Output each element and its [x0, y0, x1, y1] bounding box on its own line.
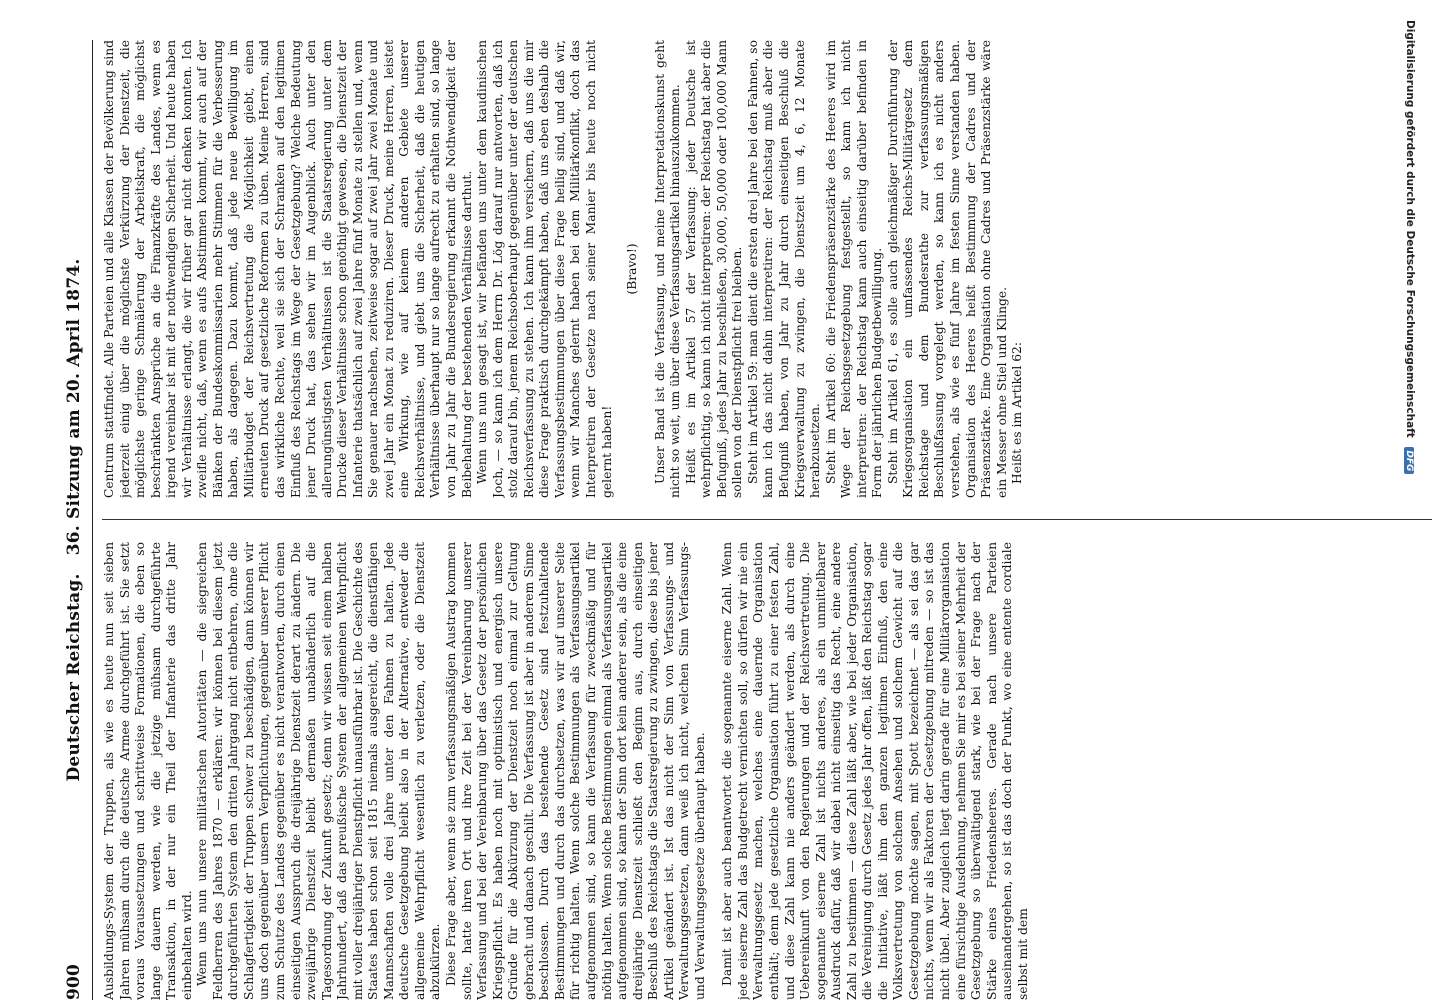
running-title [64, 40, 84, 1000]
text-columns [102, 40, 1432, 1000]
paragraph: Heißt es im Artikel 57 der Verfassung: jeder Deutsche ist wehrpflichtig, so kann ich nicht interpretiren: der Reichstag hat aber die Befugniß, jedes Jahr zu beschließen, 30,000, 50,000 oder 100,000 Mann sollen von der Dienstpflicht frei bleiben. [683, 40, 745, 498]
page-number: 900 [64, 963, 84, 1000]
paragraph: Ausbildungs-System der Truppen, als wie es heute nun seit sieben Jahren mühsam durch die deutsche Armee durchgeführt ist. Sie setzt voraus Voraussetzungen und schrittweise Formationen, die eben so lange dauern werden, wie die jetzige mühsam durchgeführte Transaktion, in der nur ein Theil der Infanterie das dritte Jahr einbehalten wird. [102, 542, 194, 1000]
journal-title: Deutscher Reichstag. [64, 573, 84, 782]
column-divider [102, 519, 1432, 520]
paragraph: Steht im Artikel 61, es solle auch gleichmäßiger Durchführung der Kriegsorganisation ein umfassendes Reichs-Militärgesetz dem Reichstage und dem Bundesrathe zur verfassungsmäßigen Beschlußfassung vorgelegt werden, so kann ich es nicht anders verstehen, als wie es fünf Jahre im festen Sinne verstanden haben. Organisation des Heeres heißt Bestimmung der Cadres und der Präsenzstärke. Eine Organisation ohne Cadres und Präsenzstärke wäre ein Messer ohne Stiel und Klinge. [885, 40, 1009, 498]
paragraph: Unser Band ist die Verfassung, und meine Interpretationskunst geht nicht so weit, um über diese Verfassungsartikel hinauszukommen. [652, 40, 683, 498]
paragraph: Diese Frage aber, wenn sie zum verfassungsmäßigen Austrag kommen sollte, hatte ihren Ort und ihre Zeit bei der Vereinbarung unserer Verfassung und bei der Vereinbarung über das Gesetz der persönlichen Kriegspflicht. Es haben noch mit optimistisch und energisch unsere Gründe für die Abkürzung der Dienstzeit noch einmal zur Geltung gebracht und danach geschilt. Die Verfassung ist aber in anderem Sinne beschlossen. Durch das bestehende Gesetz sind festzuhaltende Bestimmungen und durch das durchsetzen, was wir auf unserer Seite für richtig halten. Wenn solche Bestimmungen als Verfassungsartikel aufgenommen sind, so kann die Verfassung für zweckmäßig und für nöthig halten. Wenn solche Bestimmungen einmal als Verfassungsartikel aufgenommen sind, so kann der Sinn dort kein anderer sein, als die eine dreijährige Dienstzeit schließt den Beginn aus, durch einseitigen Beschluß des Reichstags die Staatsregierung zu zwingen, diese bis jener Artikel geändert ist. Ist das nicht der Sinn von Verfassungs- und Verwaltungsgesetzen, dann weiß ich nicht, welchen Sinn Verfassungs- und Verwaltungsgesetze überhaupt haben. [444, 542, 707, 1000]
paragraph: Centrum stattfindet. Alle Parteien und alle Klassen der Bevölkerung sind jederzeit einig über die möglichste Verkürzung der Dienstzeit, die möglichste geringe Schmälerung der Arbeitskraft, die möglichst beschränkten Ansprüche an die Finanzkräfte des Landes, wenn es irgend vereinbar ist mit der nothwendigen Sicherheit. Und heute haben wir Verhältnisse erlangt, die wir früher gar nicht denken konnten. Ich zweifle nicht, daß, wenn es aufs Abstimmen kommt, wir auch auf der Bänken der Bundeskommissarien mehr Stimmen für die Verbesserung haben, als dagegen. Dazu kommt, daß jede neue Bewilligung im Militärbudget der Reichsvertretung die Möglichkeit giebt, einen erneuten Druck auf gesetzliche Reformen zu üben. Meine Herren, sind das wirkliche Rechte, weil sie sich der Schranken auf den legitimen Einfluß des Reichstags im Wege der Gesetzgebung? Welche Bedeutung jener Druck hat, das sehen wir im Augenblick. Auch unter den allerungünstigsten Verhältnissen ist die Staatsregierung unter dem Drucke dieser Verhältnisse schon genöthigt gewesen, die Dienstzeit der Infanterie thatsächlich auf zwei Jahre fünf Monate zu stellen und, wenn Sie genauer nachsehen, zeitweise sogar auf zwei Jahr zwei Monate und zwei Jahr ein Monat zu reduziren. Dieser Druck, meine Herren, leistet eine Wirkung, wie auf keinem anderen Gebiete unserer Reichsverhältnisse, und giebt uns die Sicherheit, daß die heutigen Verhältnisse überhaupt nur so lange aufrecht zu erhalten sind, so lange von Jahr zu Jahr die Bundesregierung erkannt die Nothwendigkeit der Beibehaltung der bestehenden Verhältnisse darthut. [102, 40, 474, 498]
paragraph: Damit ist aber auch beantwortet die sogenannte eiserne Zahl. Wenn jede eiserne Zahl das Budgetrecht vernichten soll, so dürfen wir nie ein Verwaltungsgesetz machen, welches eine dauernde Organisation enthält; denn jede gesetzliche Organisation führt zu einer festen Zahl, und diese Zahl kann nie anders geändert werden, als durch eine Uebereinkunft von den Regierungen und der Reichsvertretung. Die sogenannte eiserne Zahl ist nichts anderes, als ein unmittelbarer Ausdruck dafür, daß wir dabei nicht einseitig das Recht, eine andere Zahl zu bestimmen — diese Zahl läßt aber, wie bei jeder Organisation, die Vereinigung durch Gesetz jedes Jahr offen, läßt den Reichstag sogar die Initiative, läßt ihm den ganzen legitimen Einfluß, den eine Volksvertretung von solchem Ansehen und solchem Gewicht auf die Gesetzgebung möchte sagen, mit Spott bezeichnet — als sei das gar nichts, wenn wir als Faktoren der Gesetzgebung mitreden — so ist das nicht übel. Aber zugleich liegt darin gerade für eine Militärorganisation eine fürsichtige Ausdehnung, nehmen Sie mir es bei seiner Mehrheit der Gesetzgebung so überwältigend stark, wie bei der Frage nach der Stärke eines Friedensheeres. Gerade nach unsere Parteien auseinandergehen, so ist das doch der Punkt, wo eine entente cordiale selbst mit dem [720, 542, 1030, 1000]
session-title: 36. Sitzung am 20. April 1874. [64, 258, 84, 556]
left-column [102, 542, 1432, 1000]
paragraph: (Bravo!) [625, 243, 640, 295]
paragraph: Steht im Artikel 60: die Friedenspräsenzstärke des Heeres wird im Wege der Reichsgesetzgebung festgestellt, so kann ich nicht interpretiren: der Reichstag kann auch einseitig darüber befinden in Form der jährlichen Budgetbewilligung. [823, 40, 885, 498]
paragraph: Wenn uns nun unsere militärischen Autoritäten — die siegreichen Feldherren des Jahres 1870 — erklären: wir können bei diesem jetzt durchgeführten System den dritten Jahrgang nicht entbehren, ohne die Schlagfertigkeit der Truppen schwer zu beschädigen, dann können wir uns doch gegenüber unsern Verpflichtungen, gegenüber unserer Pflicht zum Schutze des Landes gegenüber es nicht verantworten, durch einen einseitigen Ausspruch die dreijährige Dienstzeit derart zu ändern. Die zweijährige Dienstzeit bleibt dermaßen unabänderlich auf die Tagesordnung der Zukunft gesetzt; denn wir wissen seit einem halben Jahrhundert, daß das preußische System der allgemeinen Wehrpflicht mit voller dreijähriger Dienstpflicht unausführbar ist. Die Geschichte des Staates haben schon seit 1815 niemals ausgereicht, die dienstfähigen Mannschaften volle drei Jahre unter den Fahnen zu halten. Jede deutsche Gesetzgebung bleibt also in der Alternative, entweder die allgemeine Wehrpflicht wesentlich zu verletzen, oder die Dienstzeit abzukürzen. [195, 542, 443, 1000]
paragraph: Heißt es im Artikel 62: [1010, 342, 1025, 484]
dfg-logo: DFG [1404, 447, 1414, 474]
paragraph: Steht im Artikel 59: man dient die ersten drei Jahre bei den Fahnen, so kann ich das nicht dahin interpretiren: der Reichstag muß aber die Befugniß haben, von Jahr zu Jahr durch einseitigen Beschluß die Kriegsverwaltung zu zwingen, die Dienstzeit um 4, 6, 12 Monate herabzusetzen. [745, 40, 823, 498]
digitization-note [1404, 20, 1428, 740]
right-column [102, 40, 1432, 498]
digitization-note-text: Digitalisierung gefördert durch die Deutsche Forschungsgemeinschaft [1404, 20, 1416, 438]
paragraph: Wenn uns nun gesagt ist, wir befänden uns unter dem kaudinischen Joch, — so kann ich dem Herrn Dr. Lög darauf nur antworten, daß ich stolz darauf bin, jenem Reichsoberhaupt gegenüber unter der deutschen Reichsverfassung zu stehen. Ich kann ihm versichern, daß uns die mir diese Frage praktisch durchgekämpft haben, daß uns eben deshalb die Verfassungsbestimmungen über diese Frage heilig sind, und daß wir, wenn wir Manches gelernt haben bei dem Militärkonflikt, doch das Interpretiren der Gesetze nach seiner Manier bis heute noch nicht gelernt haben! [475, 40, 614, 498]
page-header [58, 40, 93, 1000]
rotated-page [58, 40, 1432, 1000]
